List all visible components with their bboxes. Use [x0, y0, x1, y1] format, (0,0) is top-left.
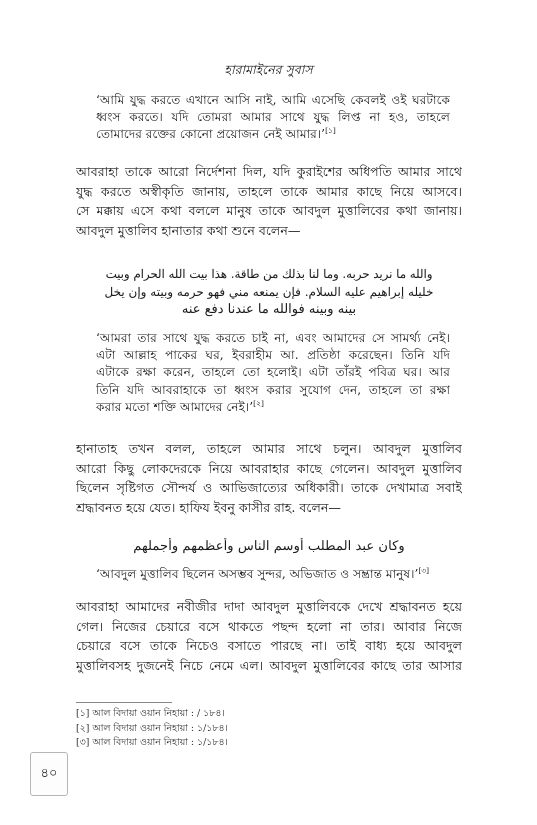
paragraph-1	[76, 162, 462, 240]
footnote-item: [২] আল বিদায়া ওয়ান নিহায়া : ১/১৮৪।	[76, 722, 228, 734]
footnotes	[76, 707, 376, 751]
page-number: ৪০	[30, 752, 68, 796]
footnote-ref-1[interactable]: [১]	[325, 126, 336, 136]
quote-1-line: ধ্বংস করতে। যদি তোমরা আমার সাথে যুদ্ধ লিপ্ত না হও, তাহলে	[96, 110, 450, 125]
arabic-quote-2	[104, 538, 434, 556]
quote-block-3	[96, 566, 450, 583]
paragraph-2-line: ছিলেন সৃষ্টিগত সৌন্দর্য ও আভিজাত্যের অধিকারী। তাকে দেখামাত্র সবাই	[76, 480, 462, 496]
running-header: হারামাইনের সুবাস	[224, 62, 313, 77]
footnote-ref-2[interactable]: [২]	[253, 398, 264, 408]
quote-block-1	[96, 92, 450, 144]
quote-2-line: ‘আমরা তার সাথে যুদ্ধ করতে চাই না, এবং আমাদের সে সামর্থ্য নেই।	[96, 331, 450, 345]
quote-2-line: এটা আল্লাহ পাকের ঘর, ইবরাহীম আ. প্রতিষ্ঠা করেছেন। তিনি যদি	[96, 348, 450, 363]
footnote-divider	[76, 702, 172, 703]
footnote-item: [৩] আল বিদায়া ওয়ান নিহায়া : ১/১৮৪।	[76, 737, 228, 749]
paragraph-2	[76, 439, 462, 517]
paragraph-1-line: আবরাহা তাকে আরো নির্দেশনা দিল, যদি কুরাইশের অধিপতি আমার সাথে	[76, 164, 462, 179]
paragraph-3-line: গেল। নিজের চেয়ারে বসে থাকতে পছন্দ হলো না তার। আবার নিজে	[76, 618, 462, 634]
paragraph-3-line: মুত্তালিবসহ দুজনেই নিচে নেমে এল। আবদুল মুত্তালিবের কাছে তার আসার	[76, 657, 462, 673]
paragraph-1-line: সে মক্কায় এসে কথা বললে মানুষ তাকে আবদুল মুত্তালিবের কথা জানায়।	[76, 203, 462, 219]
arabic-2-line: وكان عبد المطلب أوسم الناس وأعظمهم وأجملهم	[133, 539, 405, 554]
paragraph-2-line: শ্রদ্ধাবনত হয়ে যেত। হাফিয ইবনু কাসীর রাহ. বলেন—	[76, 499, 341, 515]
quote-2-line: তিনি যদি আবরাহাকে তা ধ্বংস করার সুযোগ দেন, তাহলে তা রক্ষা	[96, 382, 450, 397]
arabic-1-line: والله ما نريد حربه. وما لنا بذلك من طاقة. هذا بيت الله الحرام وبيت	[105, 267, 433, 281]
paragraph-1-line: আবদুল মুত্তালিব হানাতার কথা শুনে বলেন—	[76, 222, 301, 238]
quote-1-line: ‘আমি যুদ্ধ করতে এখানে আসি নাই, আমি এসেছি কেবলই ওই ঘরটাকে	[96, 93, 450, 107]
paragraph-3-line: চেয়ারে বসে তাকে নিচেও বসাতে পারছে না। তাই বাধ্য হয়ে আবদুল	[76, 638, 462, 654]
quote-2-line: এটাকে রক্ষা করেন, তাহলে তো হলোই। এটা তাঁরই পবিত্র ঘর। আর	[96, 365, 450, 380]
paragraph-1-line: যুদ্ধ করতে অস্বীকৃতি জানায়, তাহলে তাকে আমার কাছে নিয়ে আসবে।	[76, 183, 462, 199]
quote-3-line: ‘আবদুল মুত্তালিব ছিলেন অসম্ভব সুন্দর, অভিজাত ও সম্ভ্রান্ত মানুষ।’[৩]	[96, 566, 430, 581]
footnote-ref-3[interactable]: [৩]	[418, 566, 430, 575]
quote-1-line: তোমাদের রক্তের কোনো প্রয়োজন নেই আমার।’[১]	[96, 126, 336, 142]
arabic-1-line: خليله إبراهيم عليه السلام. فإن يمنعه مني فهو حرمه وبيته وإن يخل	[104, 284, 434, 299]
arabic-quote-1	[104, 266, 434, 319]
paragraph-3-line: আবরাহা আমাদের নবীজীর দাদা আবদুল মুত্তালিবকে দেখে শ্রদ্ধাবনত হয়ে	[76, 599, 462, 614]
quote-block-2	[96, 330, 450, 416]
paragraph-2-line: আরো কিছু লোকদেরকে নিয়ে আবরাহার কাছে গেলেন। আবদুল মুত্তালিব	[76, 460, 462, 476]
footnote-item: [১] আল বিদায়া ওয়ান নিহায়া : / ১৮৪।	[76, 708, 225, 719]
arabic-1-line: بينه وبينه فوالله ما عندنا دفع عنه	[181, 302, 357, 318]
paragraph-2-line: হানাতাহ তখন বলল, তাহলে আমার সাথে চলুন। আবদুল মুত্তালিব	[76, 441, 462, 456]
quote-2-line: করার মতো শক্তি আমাদের নেই।’[২]	[96, 398, 264, 414]
paragraph-3	[76, 597, 462, 675]
